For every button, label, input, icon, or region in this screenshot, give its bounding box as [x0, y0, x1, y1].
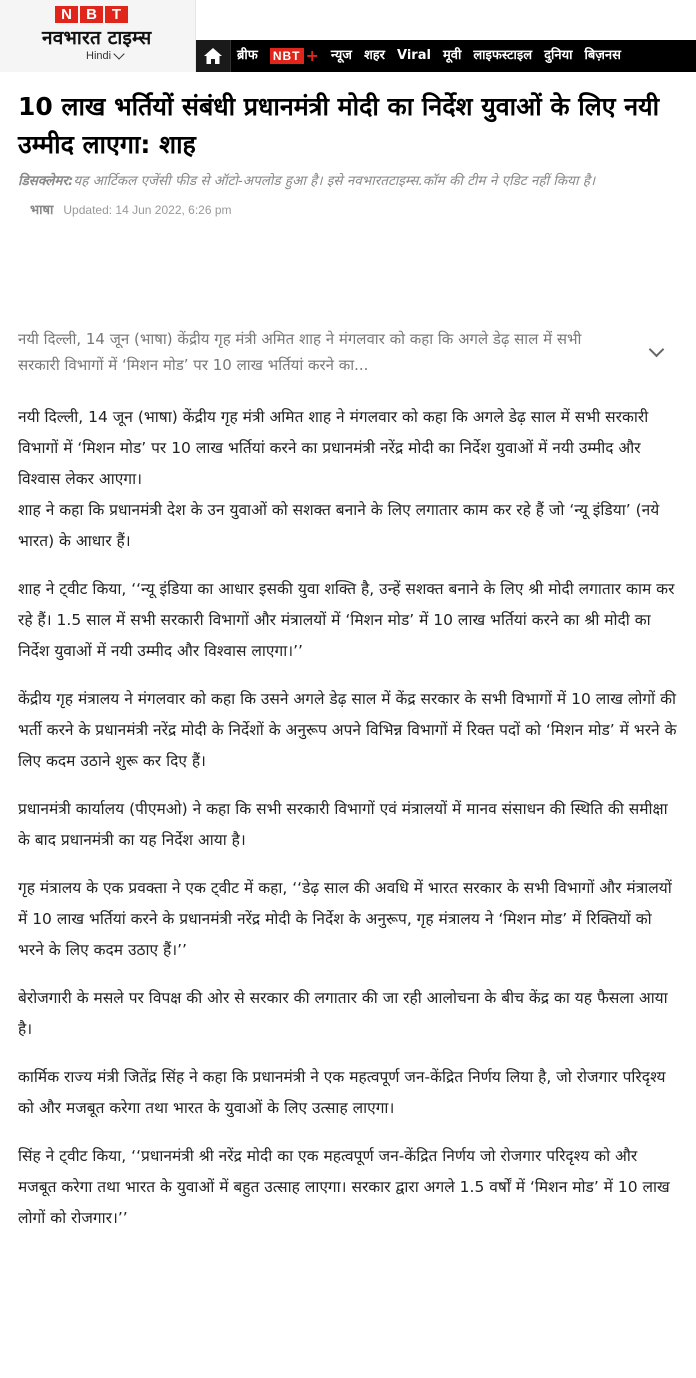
nav-item-world[interactable]: दुनिया: [544, 48, 573, 63]
byline: [18, 200, 678, 218]
brand-name: नवभारत टाइम्स: [42, 27, 152, 49]
logo-letter: B: [80, 6, 103, 23]
main-nav: [196, 40, 696, 72]
article-paragraph: प्रधानमंत्री कार्यालय (पीएमओ) ने कहा कि सभी सरकारी विभागों एवं मंत्रालयों में मानव संसाधन की स्थिति की समीक्षा के बाद प्रधानमंत्री का यह निर्देश आया है।: [18, 800, 668, 849]
article-title: 10 लाख भर्तियों संबंधी प्रधानमंत्री मोदी का निर्देश युवाओं के लिए नयी उम्मीद लाएगा: शाह: [18, 92, 660, 159]
nbt-logo-mark: [55, 6, 128, 23]
nav-home[interactable]: [196, 40, 231, 72]
nav-item-movie[interactable]: मूवी: [442, 48, 462, 63]
nav-item-lifestyle[interactable]: लाइफस्टाइल: [473, 48, 533, 63]
site-logo[interactable]: [0, 0, 196, 72]
article-paragraph: केंद्रीय गृह मंत्रालय ने मंगलवार को कहा कि उसने अगले डेढ़ साल में केंद्र सरकार के सभी विभागों में 10 लाख लोगों की भर्ती करने के प्रधानमंत्री नरेंद्र मोदी के निर्देशों के अनुरूप अपने विभिन्न विभागों में रिक्त पदों को ‘मिशन मोड’ में भरने के लिए कदम उठाने शुरू कर दिए हैं।: [18, 690, 677, 770]
article-summary[interactable]: [18, 326, 678, 386]
home-icon: [203, 47, 223, 65]
logo-letter: T: [105, 6, 128, 23]
nav-item-viral[interactable]: Viral: [397, 48, 431, 63]
nav-item-business[interactable]: बिज़नस: [584, 48, 621, 63]
nav-item-brief[interactable]: ब्रीफ: [237, 48, 258, 63]
article-body: [18, 402, 678, 1251]
article-paragraph: सिंह ने ट्वीट किया, ‘‘प्रधानमंत्री श्री नरेंद्र मोदी का एक महत्वपूर्ण जन-केंद्रित निर्णय जो रोजगार परिदृश्य को और मजबूत करेगा तथा भारत के युवाओं में बहुत उत्साह लाएगा। सरकार द्वारा अगले 1.5 वर्षों में ‘मिशन मोड’ में 10 लाख लोगों को रोजगार।’’: [18, 1147, 670, 1227]
language-select[interactable]: [86, 50, 123, 62]
nav-item-city[interactable]: शहर: [363, 48, 385, 63]
disclaimer-text: यह आर्टिकल एजेंसी फीड से ऑटो-अपलोड हुआ है। इसे नवभारतटाइम्स.कॉम की टीम ने एडिट नहीं किया है।: [73, 173, 596, 189]
plus-icon: +: [305, 46, 319, 65]
nav-item-nbt-plus[interactable]: [264, 48, 325, 64]
article-paragraph: गृह मंत्रालय के एक प्रवक्ता ने एक ट्वीट में कहा, ‘‘डेढ़ साल की अवधि में भारत सरकार के सभी विभागों और मंत्रालयों में 10 लाख भर्तियां करने के प्रधानमंत्री नरेंद्र मोदी के निर्देश के अनुरूप, गृह मंत्रालय ने ‘मिशन मोड’ में रिक्तियों को भरने के लिए कदम उठाए हैं।’’: [18, 879, 672, 959]
site-header: [0, 0, 696, 72]
article: [18, 88, 678, 1227]
article-paragraph: बेरोजगारी के मसले पर विपक्ष की ओर से सरकार की लगातार की जा रही आलोचना के बीच केंद्र का यह फैसला आया है।: [18, 989, 668, 1038]
chevron-down-icon[interactable]: [649, 342, 665, 358]
summary-text: नयी दिल्ली, 14 जून (भाषा) केंद्रीय गृह मंत्री अमित शाह ने मंगलवार को कहा कि अगले डेढ़ साल में सभी सरकारी विभागों में ‘मिशन मोड’ पर 10 लाख भर्तियां करने का...: [18, 330, 582, 374]
language-label: Hindi: [86, 50, 112, 62]
article-paragraph: नयी दिल्ली, 14 जून (भाषा) केंद्रीय गृह मंत्री अमित शाह ने मंगलवार को कहा कि अगले डेढ़ साल में सभी सरकारी विभागों में ‘मिशन मोड’ पर 10 लाख भर्तियां करने का प्रधानमंत्री नरेंद्र मोदी का निर्देश युवाओं में नयी उम्मीद और विश्वास लेकर आएगा। शाह ने कहा कि प्रधानमंत्री देश के उन युवाओं को सशक्त बनाने के लिए लगातार काम कर रहे हैं जो ‘न्यू इंडिया’ (नये भारत) के आधार हैं।: [18, 408, 660, 550]
nav-item-news[interactable]: न्यूज: [330, 48, 352, 63]
chevron-down-icon: [113, 48, 124, 59]
disclaimer-label: डिसक्लेमर:: [18, 173, 74, 189]
disclaimer: [18, 170, 678, 192]
agency-name[interactable]: भाषा: [30, 203, 54, 218]
logo-letter: N: [55, 6, 78, 23]
article-paragraph: कार्मिक राज्य मंत्री जितेंद्र सिंह ने कहा कि प्रधानमंत्री ने एक महत्वपूर्ण जन-केंद्रित निर्णय लिया है, जो रोजगार परिदृश्य को और मजबूत करेगा तथा भारत के युवाओं के लिए उत्साह लाएगा।: [18, 1068, 666, 1117]
article-paragraph: शाह ने ट्वीट किया, ‘‘न्यू इंडिया का आधार इसकी युवा शक्ति है, उन्हें सशक्त बनाने के लिए श्री मोदी लगातार काम कर रहे हैं। 1.5 साल में सभी सरकारी विभागों और मंत्रालयों में ‘मिशन मोड’ में 10 लाख भर्तियां करने का श्री मोदी का निर्देश युवाओं में नयी उम्मीद और विश्वास लाएगा।’’: [18, 580, 675, 660]
nbt-plus-label: NBT: [270, 48, 304, 64]
updated-timestamp: Updated: 14 Jun 2022, 6:26 pm: [63, 203, 232, 217]
